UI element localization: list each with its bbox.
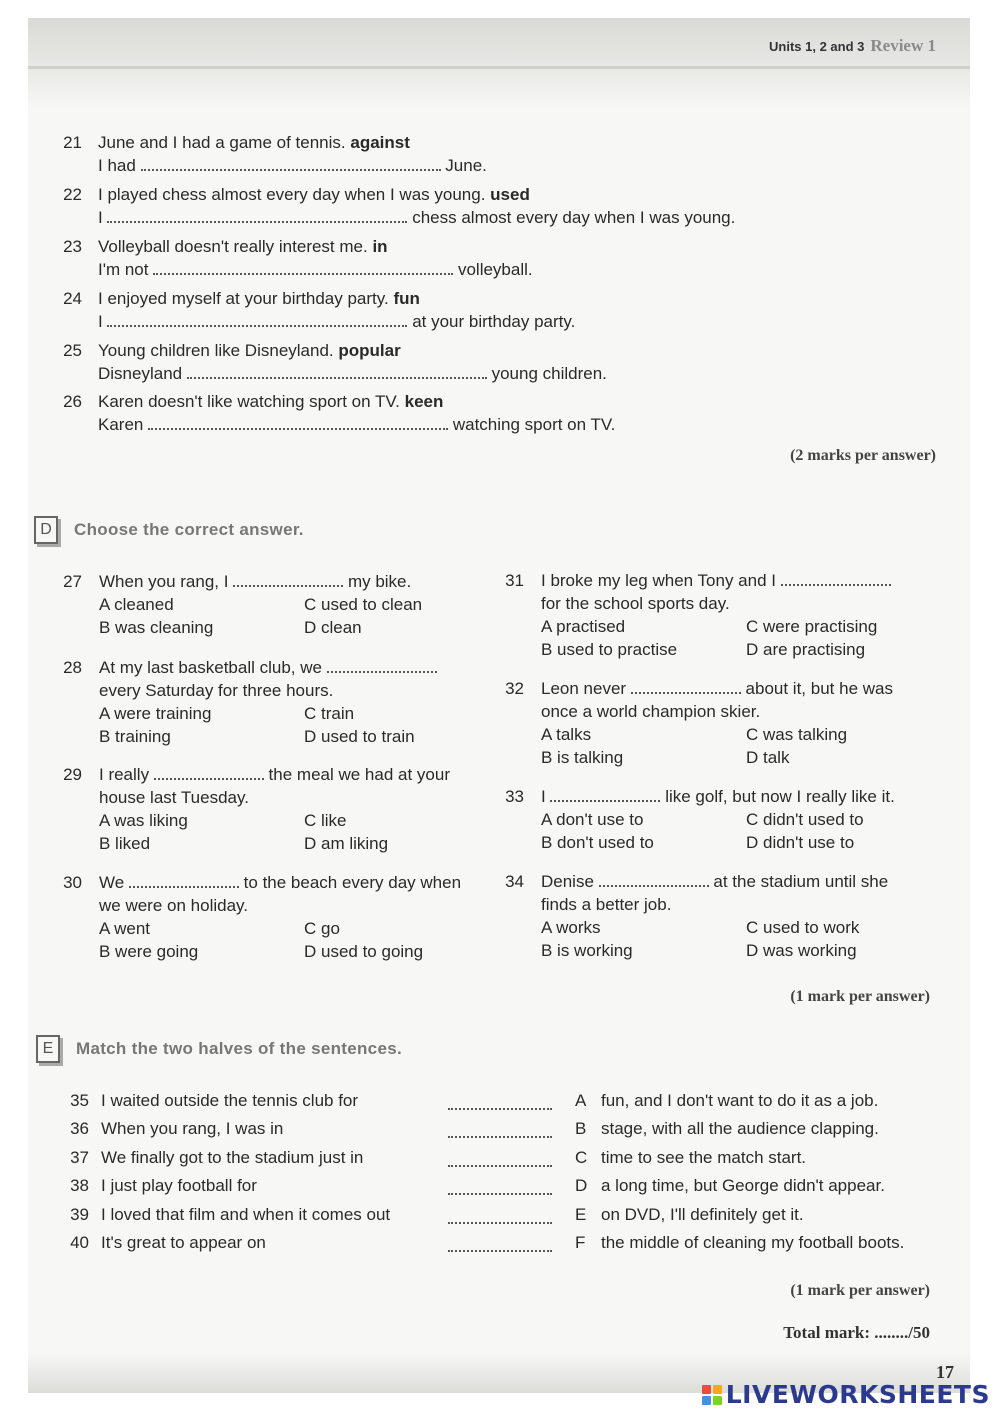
question-number: 33 [505,787,524,806]
question-text-cont: once a world champion skier. [541,702,761,721]
key-word: popular [338,341,401,360]
sentence-end-letter: C [575,1148,588,1167]
answer-option[interactable]: C didn't used to [746,810,864,829]
header-review: Review 1 [870,36,936,55]
question-text: Leon never [541,679,627,698]
match-answer-blank[interactable] [448,1207,552,1224]
question-line [541,870,928,893]
answer-prefix: Disneyland [98,364,183,383]
answer-option[interactable]: A practised [541,617,626,636]
match-answer-blank[interactable] [448,1178,552,1195]
question-line-2 [99,679,486,702]
question-number: 26 [63,392,82,411]
sentence-start: I waited outside the tennis club for [101,1091,359,1110]
answer-option[interactable]: D am liking [304,834,389,853]
answer-blank[interactable] [129,871,239,888]
mc-question [498,569,928,661]
answer-option[interactable]: A went [99,919,151,938]
question-line-2 [99,894,486,917]
answer-option[interactable]: D are practising [746,640,866,659]
answer-line [98,362,936,385]
answer-line [98,413,936,436]
answer-suffix: volleyball. [457,260,533,279]
question-line [99,570,486,593]
answer-option[interactable]: C like [304,811,347,830]
transformation-question [56,131,936,177]
header-units: Units 1, 2 and 3 [769,39,865,54]
answer-option[interactable]: B don't used to [541,833,654,852]
answer-option[interactable]: A don't use to [541,810,644,829]
option-grid [541,916,928,962]
answer-blank[interactable] [153,258,453,275]
answer-option[interactable]: D used to train [304,727,415,746]
sentence-start: It's great to appear on [101,1233,266,1252]
answer-line [98,206,936,229]
answer-option[interactable]: C used to work [746,918,860,937]
question-number: 29 [63,765,82,784]
question-text-end: about it, but he was [745,679,893,698]
option-grid [541,723,928,769]
question-number: 31 [505,571,524,590]
section-e-title: Match the two halves of the sentences. [76,1039,402,1058]
answer-suffix: young children. [491,364,607,383]
question-text-end: my bike. [347,572,412,591]
transformation-question [56,183,936,229]
question-line [541,785,928,808]
question-text-cont: we were on holiday. [99,896,248,915]
sentence-end-letter: A [575,1091,587,1110]
mc-question [498,870,928,962]
answer-option[interactable]: B is talking [541,748,624,767]
key-word: in [372,237,388,256]
sentence-end-letter: E [575,1205,587,1224]
answer-option[interactable]: B were going [99,942,199,961]
question-number: 39 [70,1205,89,1224]
mc-question [56,656,486,748]
mc-question [498,677,928,769]
question-text: I broke my leg when Tony and I [541,571,776,590]
answer-blank[interactable] [148,413,448,430]
question-text-cont: finds a better job. [541,895,672,914]
answer-suffix: June. [445,156,487,175]
section-e-heading [36,1035,402,1063]
mc-question [56,570,486,639]
question-prompt-line [98,390,936,413]
sentence-end-letter: D [575,1176,588,1195]
sentence-end: stage, with all the audience clapping. [601,1119,879,1138]
question-text-cont: for the school sports day. [541,594,730,613]
question-line [99,763,486,786]
question-prompt: Young children like Disneyland. [98,341,334,360]
key-word: fun [393,289,420,308]
answer-blank[interactable] [107,310,407,327]
question-line-2 [99,786,486,809]
question-prompt: I played chess almost every day when I was young. [98,185,486,204]
answer-suffix: chess almost every day when I was young. [412,208,736,227]
question-prompt-line [98,131,936,154]
section-c-marks: (2 marks per answer) [790,447,936,464]
option-grid [99,809,486,855]
question-text: At my last basketball club, we [99,658,322,677]
question-prompt: Karen doesn't like watching sport on TV. [98,392,400,411]
question-text-end: like golf, but now I really like it. [665,787,895,806]
question-text-end: at the stadium until she [713,872,889,891]
option-grid [99,593,486,639]
option-grid [99,702,486,748]
answer-blank[interactable] [599,870,709,887]
sentence-end: the middle of cleaning my football boots. [601,1233,905,1252]
answer-suffix: at your birthday party. [412,312,576,331]
answer-prefix: Karen [98,415,144,434]
question-number: 23 [63,237,82,256]
answer-option[interactable]: D used to going [304,942,424,961]
question-line [541,569,928,592]
answer-blank[interactable] [550,785,660,802]
question-number: 21 [63,133,82,152]
match-answer-blank[interactable] [448,1150,552,1167]
key-word: against [350,133,410,152]
answer-option[interactable]: D didn't use to [746,833,855,852]
question-line [99,656,486,679]
question-number: 27 [63,572,82,591]
question-prompt: Volleyball doesn't really interest me. [98,237,368,256]
answer-blank[interactable] [327,656,437,673]
question-number: 40 [70,1233,89,1252]
logo-grid-icon [702,1385,722,1405]
question-number: 37 [70,1148,89,1167]
answer-prefix: I [98,208,103,227]
answer-option[interactable]: B training [99,727,171,746]
answer-blank[interactable] [631,677,741,694]
answer-option[interactable]: A talks [541,725,592,744]
transformation-question [56,339,936,385]
total-mark: Total mark: ......../50 [783,1323,930,1342]
question-prompt-line [98,235,936,258]
page-header [769,36,936,56]
question-prompt-line [98,183,936,206]
question-text: Denise [541,872,594,891]
answer-option[interactable]: C train [304,704,355,723]
mc-question [56,763,486,855]
match-answer-blank[interactable] [448,1235,552,1252]
question-number: 24 [63,289,82,308]
answer-line [98,310,936,333]
question-text: We [99,873,125,892]
question-number: 34 [505,872,524,891]
scan-top-shadow [28,18,970,108]
sentence-end-letter: F [575,1233,586,1252]
question-line-2 [541,893,928,916]
sentence-end: fun, and I don't want to do it as a job. [601,1091,879,1110]
option-grid [99,917,486,963]
sentence-start: I loved that film and when it comes out [101,1205,391,1224]
key-word: keen [404,392,444,411]
section-d-title: Choose the correct answer. [74,520,304,539]
question-number: 36 [70,1119,89,1138]
question-number: 38 [70,1176,89,1195]
question-text-end: the meal we had at your [268,765,450,784]
answer-blank[interactable] [233,570,343,587]
transformation-question [56,235,936,281]
question-text: I [541,787,546,806]
question-prompt: I enjoyed myself at your birthday party. [98,289,389,308]
question-text-cont: every Saturday for three hours. [99,681,334,700]
question-number: 32 [505,679,524,698]
option-grid [541,808,928,854]
answer-option[interactable]: B used to practise [541,640,678,659]
question-line-2 [541,700,928,723]
question-prompt-line [98,339,936,362]
answer-option[interactable]: D clean [304,618,362,637]
answer-blank[interactable] [781,569,891,586]
answer-option[interactable]: B was cleaning [99,618,214,637]
section-d-marks: (1 mark per answer) [790,988,930,1005]
answer-option[interactable]: C were practising [746,617,878,636]
question-number: 35 [70,1091,89,1110]
answer-option[interactable]: B liked [99,834,151,853]
section-e-letter-box: E [36,1035,60,1063]
question-line [99,871,486,894]
question-number: 25 [63,341,82,360]
section-d-letter-box: D [34,516,58,544]
sentence-start: I just play football for [101,1176,257,1195]
answer-blank[interactable] [107,206,407,223]
sentence-start: We finally got to the stadium just in [101,1148,364,1167]
section-d-heading [34,516,304,544]
answer-prefix: I had [98,156,136,175]
answer-option[interactable]: A were training [99,704,212,723]
answer-suffix: watching sport on TV. [452,415,616,434]
transformation-question [56,390,936,436]
answer-option[interactable]: A cleaned [99,595,174,614]
sentence-end: time to see the match start. [601,1148,807,1167]
answer-option[interactable]: C used to clean [304,595,423,614]
mc-question [56,871,486,963]
question-text-cont: house last Tuesday. [99,788,249,807]
answer-blank[interactable] [141,154,441,171]
question-text-end: to the beach every day when [243,873,462,892]
key-word: used [490,185,530,204]
answer-prefix: I'm not [98,260,149,279]
question-prompt: June and I had a game of tennis. [98,133,346,152]
question-line-2 [541,592,928,615]
answer-prefix: I [98,312,103,331]
question-number: 28 [63,658,82,677]
answer-option[interactable]: A was liking [99,811,188,830]
answer-option[interactable]: C was talking [746,725,848,744]
transformation-question [56,287,936,333]
answer-line [98,258,936,281]
option-grid [541,615,928,661]
section-e-marks: (1 mark per answer) [790,1282,930,1299]
mc-question [498,785,928,854]
sentence-end: a long time, but George didn't appear. [601,1176,885,1195]
answer-option[interactable]: D was working [746,941,857,960]
page-number: 17 [936,1362,954,1382]
question-prompt-line [98,287,936,310]
liveworksheets-logo [702,1380,990,1409]
answer-blank[interactable] [187,362,487,379]
answer-option[interactable]: B is working [541,941,633,960]
answer-option[interactable]: D talk [746,748,790,767]
answer-option[interactable]: A works [541,918,601,937]
question-text: I really [99,765,150,784]
sentence-end-letter: B [575,1119,587,1138]
match-answer-blank[interactable] [448,1121,552,1138]
answer-line [98,154,936,177]
question-number: 30 [63,873,82,892]
sentence-start: When you rang, I was in [101,1119,284,1138]
answer-blank[interactable] [154,763,264,780]
brand-name: LIVEWORKSHEETS [725,1380,990,1409]
answer-option[interactable]: C go [304,919,340,938]
match-answer-blank[interactable] [448,1093,552,1110]
question-line [541,677,928,700]
sentence-end: on DVD, I'll definitely get it. [601,1205,804,1224]
question-text: When you rang, I [99,572,229,591]
question-number: 22 [63,185,82,204]
